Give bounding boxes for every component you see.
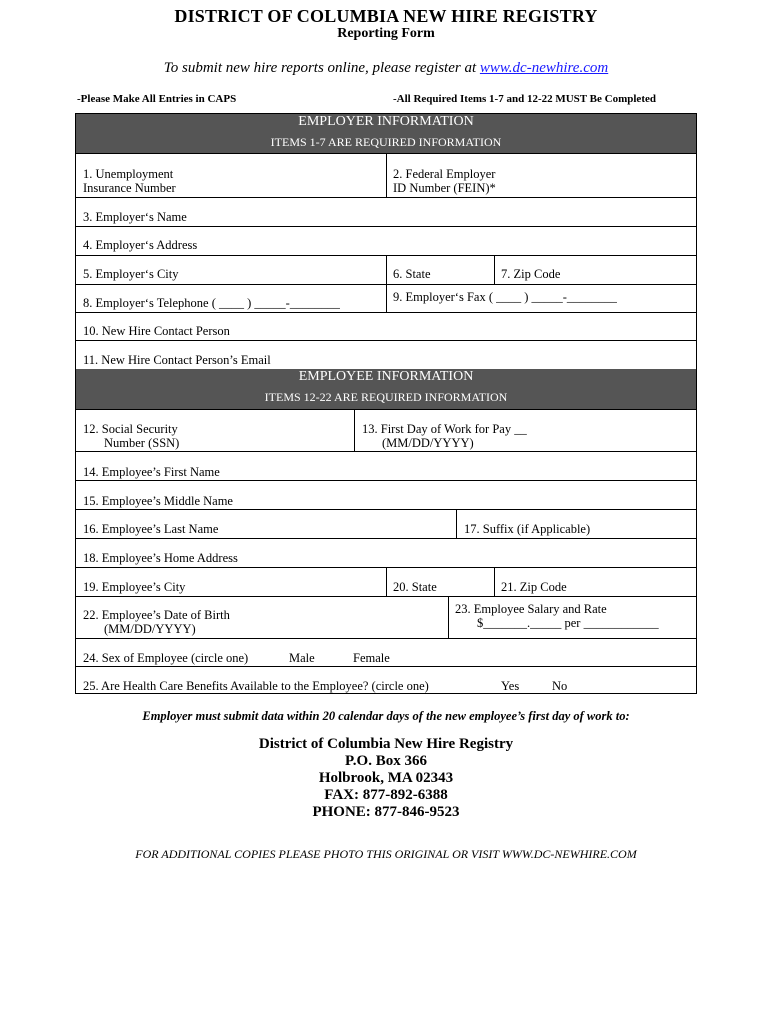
field-employee-first-name[interactable]: 14. Employee’s First Name — [83, 465, 220, 479]
divider — [76, 197, 696, 198]
field-employee-sex — [83, 651, 248, 665]
form-subtitle: Reporting Form — [337, 26, 435, 41]
submission-instruction: Employer must submit data within 20 calendar days of the new employee’s first day of work to: — [142, 709, 630, 723]
divider — [76, 284, 696, 285]
divider — [456, 509, 457, 538]
field-employer-fax[interactable]: 9. Employer‘s Fax ( ____ ) _____-________ — [393, 290, 617, 304]
field-employee-zip[interactable]: 21. Zip Code — [501, 580, 567, 594]
divider — [76, 451, 696, 452]
option-no[interactable]: No — [552, 679, 568, 693]
required-items-note: -All Required Items 1-7 and 12-22 MUST Be Completed — [393, 93, 656, 105]
field-fein[interactable] — [393, 167, 496, 195]
divider — [76, 638, 696, 639]
online-text: To submit new hire reports online, please register at — [163, 60, 477, 76]
field-contact-email[interactable]: 11. New Hire Contact Person’s Email — [83, 353, 271, 367]
fax-number: FAX: 877-892-6388 — [324, 787, 448, 803]
field-label: 2. Federal Employer — [393, 167, 496, 181]
employee-subheading: ITEMS 12-22 ARE REQUIRED INFORMATION — [264, 390, 508, 404]
address-line: Holbrook, MA 02343 — [318, 770, 454, 786]
field-label: 24. Sex of Employee (circle one) — [83, 651, 249, 665]
field-first-day-of-work[interactable] — [362, 422, 527, 450]
field-label: 23. Employee Salary and Rate — [455, 602, 607, 616]
field-label: 13. First Day of Work for Pay __ — [362, 422, 527, 436]
divider — [76, 509, 696, 510]
field-employee-city[interactable]: 19. Employee’s City — [83, 580, 186, 594]
divider — [354, 409, 355, 451]
field-employee-last-name[interactable]: 16. Employee’s Last Name — [83, 522, 219, 536]
divider — [76, 480, 696, 481]
field-employer-address[interactable]: 4. Employer‘s Address — [83, 238, 198, 252]
field-employer-name[interactable]: 3. Employer‘s Name — [83, 210, 187, 224]
field-employer-zip[interactable]: 7. Zip Code — [501, 267, 561, 281]
employer-section-header — [76, 114, 696, 153]
divider — [76, 538, 696, 539]
address-line: District of Columbia New Hire Registry — [258, 736, 514, 752]
field-employee-home-address[interactable]: 18. Employee’s Home Address — [83, 551, 238, 565]
field-label: 12. Social Security — [83, 422, 178, 436]
field-employee-salary-rate[interactable] — [455, 602, 659, 630]
divider — [76, 340, 696, 341]
additional-copies-note: FOR ADDITIONAL COPIES PLEASE PHOTO THIS ORIGINAL OR VISIT WWW.DC-NEWHIRE.COM — [135, 847, 637, 861]
field-employee-middle-name[interactable]: 15. Employee’s Middle Name — [83, 494, 233, 508]
option-male[interactable]: Male — [289, 651, 315, 665]
divider — [448, 596, 449, 638]
field-employee-date-of-birth[interactable] — [83, 608, 230, 636]
employee-heading: EMPLOYEE INFORMATION — [298, 369, 474, 384]
divider — [76, 596, 696, 597]
field-employee-state[interactable]: 20. State — [393, 580, 437, 594]
field-label: ID Number (FEIN)* — [393, 181, 496, 195]
divider — [494, 567, 495, 596]
divider — [76, 409, 696, 410]
registration-link[interactable]: www.dc-newhire.com — [479, 60, 609, 76]
address-line: P.O. Box 366 — [345, 753, 427, 769]
online-registration-text — [0, 60, 772, 77]
field-label: (MM/DD/YYYY) — [104, 622, 196, 636]
field-label: (MM/DD/YYYY) — [382, 436, 474, 450]
employee-section-header — [76, 369, 696, 409]
divider — [76, 226, 696, 227]
field-label: $_______._____ per ____________ — [477, 616, 659, 630]
field-employer-state[interactable]: 6. State — [393, 267, 431, 281]
phone-number: PHONE: 877-846-9523 — [312, 804, 460, 820]
employer-heading: EMPLOYER INFORMATION — [298, 114, 474, 129]
divider — [494, 255, 495, 284]
employer-subheading: ITEMS 1-7 ARE REQUIRED INFORMATION — [270, 135, 502, 149]
field-label: 1. Unemployment — [83, 167, 174, 181]
field-label: 22. Employee’s Date of Birth — [83, 608, 230, 622]
option-yes[interactable]: Yes — [501, 679, 520, 693]
divider — [386, 567, 387, 596]
field-contact-person[interactable]: 10. New Hire Contact Person — [83, 324, 230, 338]
divider — [386, 153, 387, 197]
field-employee-suffix[interactable]: 17. Suffix (if Applicable) — [464, 522, 591, 536]
field-label: Number (SSN) — [104, 436, 180, 450]
field-unemployment-insurance-number[interactable] — [83, 167, 176, 195]
option-female[interactable]: Female — [353, 651, 390, 665]
reporting-form — [75, 113, 697, 694]
field-label: Insurance Number — [83, 181, 176, 195]
divider — [76, 666, 696, 667]
field-employer-city[interactable]: 5. Employer‘s City — [83, 267, 179, 281]
divider — [76, 312, 696, 313]
field-employer-telephone[interactable]: 8. Employer‘s Telephone ( ____ ) _____-________ — [83, 296, 340, 310]
form-title: DISTRICT OF COLUMBIA NEW HIRE REGISTRY — [174, 6, 598, 26]
caps-note: -Please Make All Entries in CAPS — [77, 93, 237, 105]
field-health-care-benefits: 25. Are Health Care Benefits Available to the Employee? (circle one) — [83, 679, 429, 693]
field-ssn[interactable] — [83, 422, 179, 450]
